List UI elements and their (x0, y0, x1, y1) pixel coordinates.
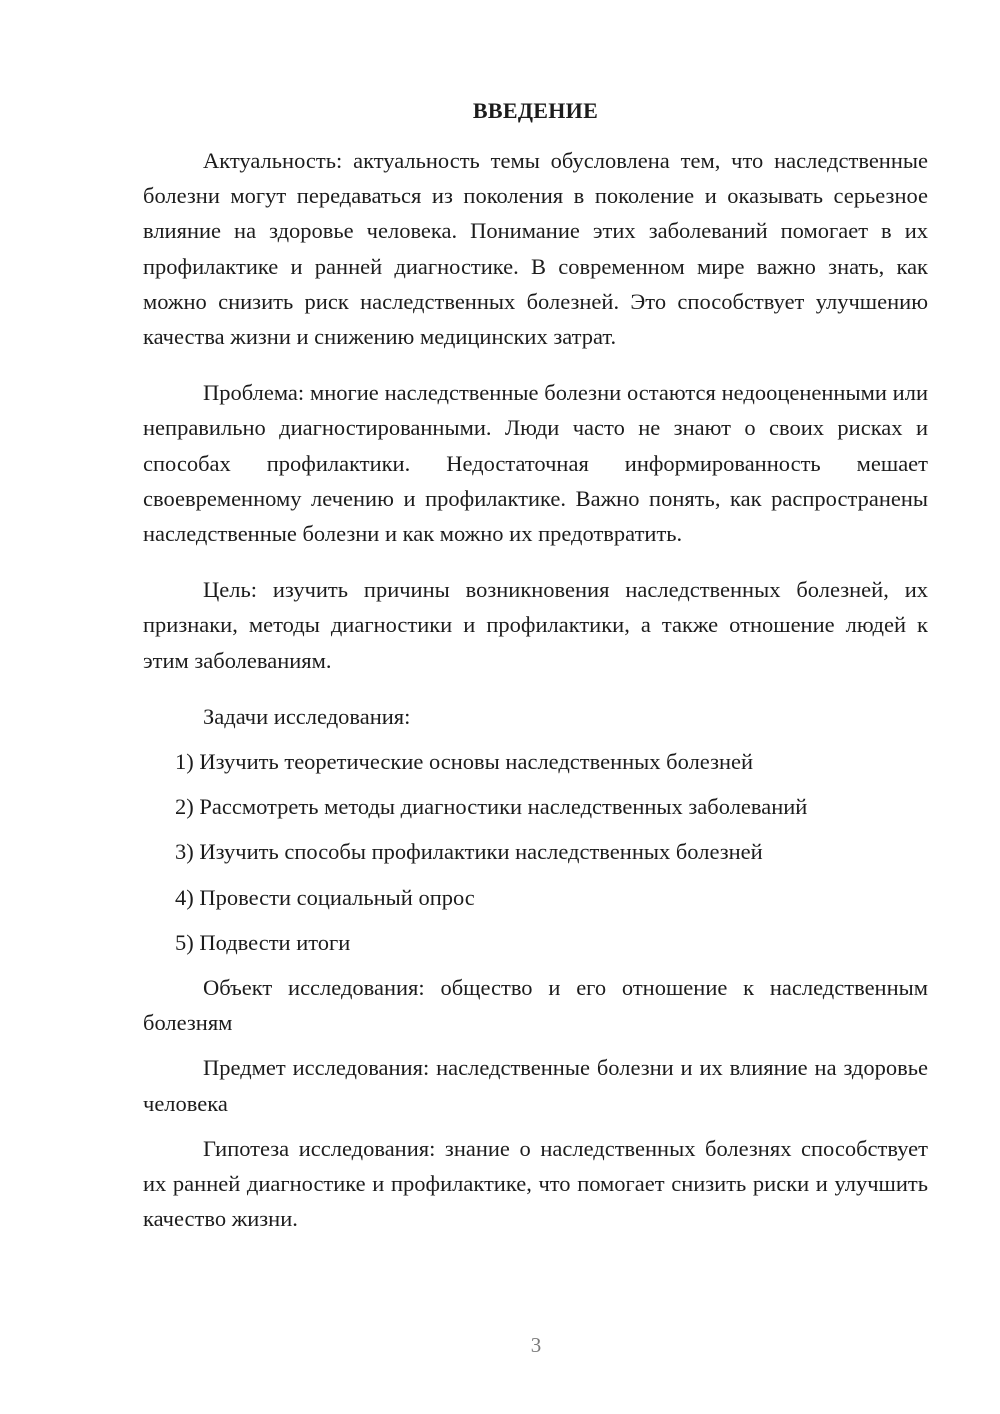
document-page (143, 94, 928, 1236)
paragraph-subject: Предмет исследования: наследственные болезни и их влияние на здоровье человека (143, 1055, 928, 1116)
page-title: ВВЕДЕНИЕ (472, 98, 599, 123)
tasks-list (143, 744, 928, 960)
task-item: 4) Провести социальный опрос (175, 884, 475, 910)
paragraph-problem: Проблема: многие наследственные болезни остаются недооцененными или неправильно диагностированными. Люди часто не знают о своих рисках и способах профилактики. Недостаточная информированность мешает своевременному лечению и профилактике. Важно понять, как распространены наследственные болезни и как можно их предотвратить. (143, 380, 928, 547)
paragraph-hypothesis: Гипотеза исследования: знание о наследственных болезнях способствует их ранней диагностике и профилактике, что помогает снизить риски и улучшить качество жизни. (143, 1135, 928, 1232)
task-item: 2) Рассмотреть методы диагностики наследственных заболеваний (175, 794, 808, 820)
page-number: 3 (530, 1333, 542, 1357)
paragraph-object: Объект исследования: общество и его отношение к наследственным болезням (143, 975, 928, 1036)
tasks-heading: Задачи исследования: (203, 703, 411, 729)
paragraph-goal: Цель: изучить причины возникновения наследственных болезней, их признаки, методы диагностики и профилактики, а также отношение людей к этим заболеваниям. (143, 577, 928, 673)
task-item: 5) Подвести итоги (175, 929, 351, 955)
task-item: 1) Изучить теоретические основы наследственных болезней (175, 749, 754, 775)
task-item: 3) Изучить способы профилактики наследственных болезней (175, 839, 763, 865)
paragraph-actuality: Актуальность: актуальность темы обусловлена тем, что наследственные болезни могут передаваться из поколения в поколение и оказывать серьезное влияние на здоровье человека. Понимание этих заболеваний помогает в их профилактике и ранней диагностике. В современном мире важно знать, как можно снизить риск наследственных болезней. Это способствует улучшению качества жизни и снижению медицинских затрат. (143, 148, 928, 350)
